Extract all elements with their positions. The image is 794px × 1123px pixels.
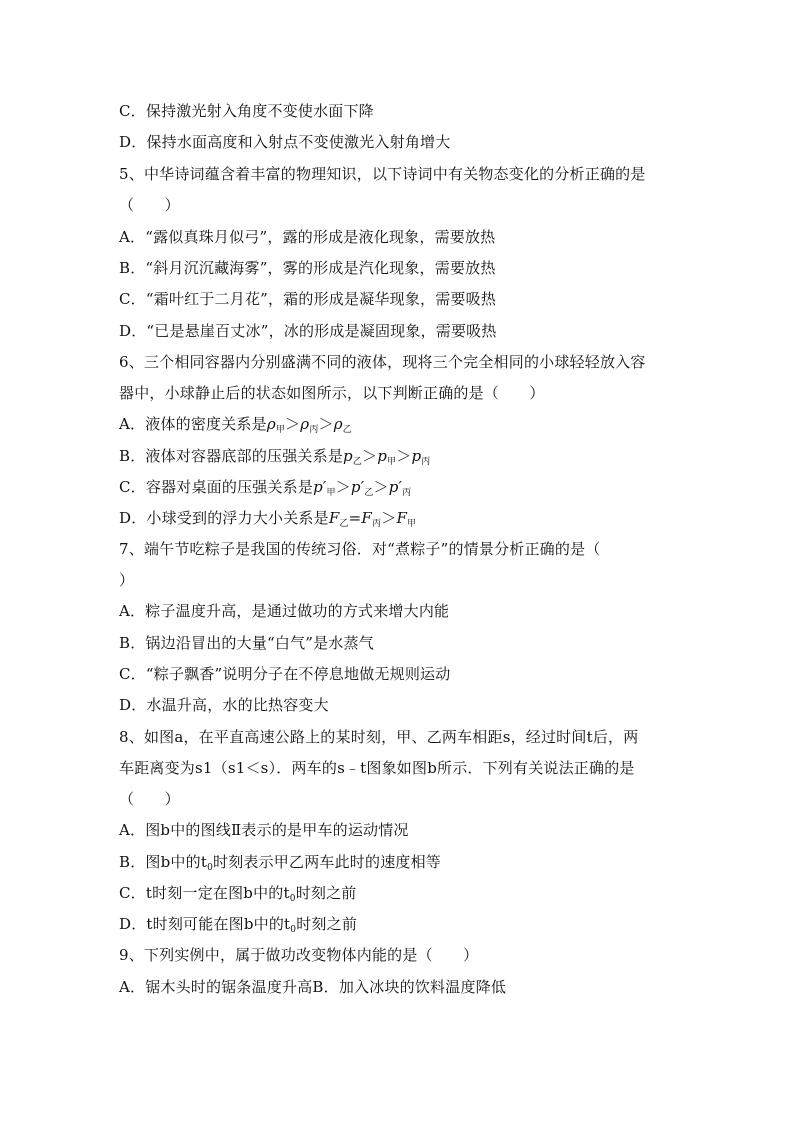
q6-stem-line-2: 器中，小球静止后的状态如图所示，以下判断正确的是（ ） (119, 384, 545, 402)
q6-option-d-text: D．小球受到的浮力大小关系是 (119, 509, 329, 527)
q9-stem: 9、下列实例中，属于做功改变物体内能的是（ ） (119, 946, 479, 964)
subscript: 丙 (402, 488, 412, 498)
q5-answer-blank: （ ） (119, 196, 180, 214)
q8-option-b-post: 时刻表示甲乙两车此时的速度相等 (213, 853, 442, 871)
force-symbol: F (396, 509, 408, 527)
greater-than: ＞ (381, 509, 397, 527)
subscript: 甲 (387, 457, 397, 467)
q8-option-c-pre: C．t时刻一定在图b中的t (119, 884, 290, 902)
q8-stem-line-1: 8、如图a，在平直高速公路上的某时刻，甲、乙两车相距s，经过时间t后，两 (119, 728, 639, 746)
subscript: 乙 (352, 457, 363, 467)
rho-symbol: ρ (266, 415, 276, 433)
greater-than: ＞ (362, 447, 378, 465)
equals: = (348, 509, 362, 527)
subscript: 甲 (407, 519, 417, 529)
q7-option-c: C．“粽子飘香”说明分子在不停息地做无规则运动 (119, 665, 451, 683)
q6-option-a-formula (267, 415, 352, 433)
q8-option-d (119, 914, 679, 934)
subscript: 丙 (372, 519, 382, 529)
subscript: 0 (207, 863, 213, 873)
pressure-symbol: p (377, 447, 388, 465)
q8-option-b (119, 852, 679, 872)
q6-option-d-formula (329, 509, 416, 527)
rho-symbol: ρ (333, 415, 343, 433)
q6-option-b (119, 446, 679, 466)
q6-option-a-text: A．液体的密度关系是 (119, 415, 267, 433)
greater-than: ＞ (373, 478, 389, 496)
greater-than: ＞ (318, 415, 334, 433)
subscript: 甲 (326, 488, 336, 498)
q5-option-a: A．“露似真珠月似弓”，露的形成是液化现象，需要放热 (119, 228, 496, 246)
rho-symbol: ρ (300, 415, 310, 433)
pressure-symbol: p (343, 447, 353, 465)
q8-option-d-pre: D．t时刻可能在图b中的t (119, 915, 291, 933)
subscript: 0 (289, 894, 296, 904)
greater-than: ＞ (285, 415, 301, 433)
greater-than: ＞ (335, 478, 351, 496)
subscript: 乙 (364, 488, 374, 498)
q7-stem-line-2: ） (119, 571, 135, 589)
force-symbol: F (328, 509, 340, 527)
pressure-prime-symbol: p′ (388, 478, 403, 496)
q6-option-d (119, 508, 679, 528)
pressure-prime-symbol: p′ (313, 478, 327, 496)
subscript: 乙 (342, 425, 352, 435)
q8-option-c (119, 883, 679, 903)
q6-option-b-formula (343, 447, 430, 465)
q6-option-c-text: C．容器对桌面的压强关系是 (119, 478, 314, 496)
q7-option-b: B．锅边沿冒出的大量“白气”是水蒸气 (119, 634, 374, 652)
q4-option-d: D．保持水面高度和入射点不变使激光入射角增大 (119, 133, 451, 151)
q5-option-c: C．“霜叶红于二月花”，霜的形成是凝华现象，需要吸热 (119, 290, 497, 308)
q6-stem-line-1: 6、三个相同容器内分别盛满不同的液体，现将三个完全相同的小球轻轻放入容 (119, 353, 646, 371)
pressure-symbol: p (411, 447, 422, 465)
q8-answer-blank: （ ） (119, 790, 180, 808)
q6-option-a (119, 414, 679, 434)
q7-option-d: D．水温升高，水的比热容变大 (119, 696, 329, 714)
q8-option-d-post: 时刻之前 (296, 915, 358, 933)
subscript: 甲 (275, 425, 286, 435)
q7-stem-line-1: 7、端午节吃粽子是我国的传统习俗．对“煮粽子”的情景分析正确的是（ (119, 540, 601, 558)
q5-stem: 5、中华诗词蕴含着丰富的物理知识，以下诗词中有关物态变化的分析正确的是 (119, 165, 646, 183)
subscript: 乙 (339, 519, 349, 529)
q8-option-a: A．图b中的图线Ⅱ表示的是甲车的运动情况 (119, 821, 409, 839)
q5-option-d: D．“已是悬崖百丈冰”，冰的形成是凝固现象，需要吸热 (119, 322, 497, 340)
greater-than: ＞ (396, 447, 412, 465)
force-symbol: F (361, 509, 373, 527)
q9-options-ab: A．锯木头时的锯条温度升高B．加入冰块的饮料温度降低 (119, 978, 507, 996)
pressure-prime-symbol: p′ (350, 478, 365, 496)
subscript: 丙 (421, 457, 431, 467)
q4-option-c: C．保持激光射入角度不变使水面下降 (119, 102, 374, 120)
q6-option-c (119, 477, 679, 497)
q6-option-c-formula (313, 478, 411, 496)
q8-option-c-post: 时刻之前 (295, 884, 357, 902)
q7-option-a: A．粽子温度升高，是通过做功的方式来增大内能 (119, 602, 450, 620)
q8-stem-line-2: 车距离变为s1（s1＜s）．两车的s﹣t图象如图b所示．下列有关说法正确的是 (119, 759, 635, 777)
subscript: 0 (290, 925, 297, 935)
q8-option-b-pre: B．图b中的t (119, 853, 208, 871)
subscript: 丙 (309, 425, 319, 435)
q5-option-b: B．“斜月沉沉藏海雾”，雾的形成是汽化现象，需要放热 (119, 259, 496, 277)
q6-option-b-text: B．液体对容器底部的压强关系是 (119, 447, 344, 465)
